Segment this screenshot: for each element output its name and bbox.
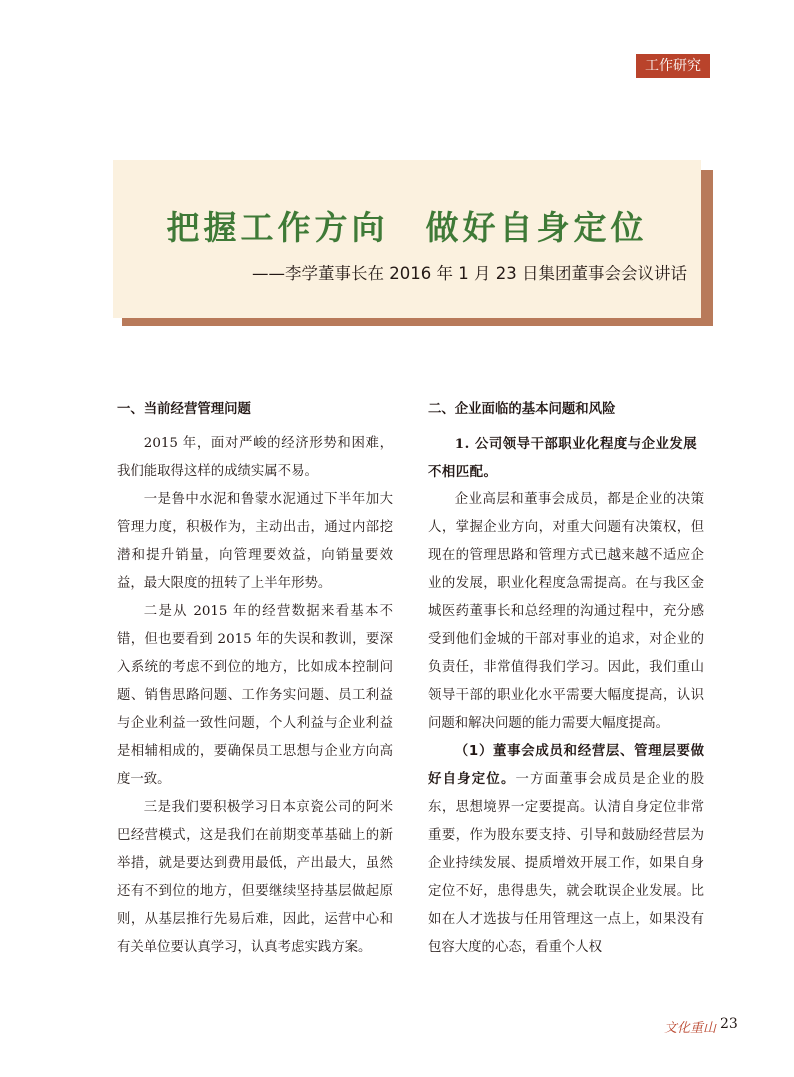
- page-number: 23: [720, 1016, 738, 1032]
- paragraph: 一是鲁中水泥和鲁蒙水泥通过下半年加大管理力度，积极作为，主动出击，通过内部挖潜和提升销量，向管理要效益，向销量要效益，最大限度的扭转了上半年形势。: [117, 492, 393, 591]
- section-heading-2: 二、企业面临的基本问题和风险: [428, 402, 616, 417]
- section-tag: 工作研究: [636, 54, 710, 78]
- paragraph: 二是从 2015 年的经营数据来看基本不错，但也要看到 2015 年的失误和教训，要深入系统的考虑不到位的地方，比如成本控制问题、销售思路问题、工作务实问题、员工利益与企业利益一致性问题，个人利益与企业利益是相辅相成的，要确保员工思想与企业方向高度一致。: [117, 604, 393, 787]
- paragraph: 2015 年，面对严峻的经济形势和困难，我们能取得这样的成绩实属不易。: [117, 436, 393, 479]
- paragraph: 三是我们要积极学习日本京瓷公司的阿米巴经营模式，这是我们在前期变革基础上的新举措，就是要达到费用最低，产出最大，虽然还有不到位的地方，但要继续坚持基层做起原则，从基层推行先易后难，因此，运营中心和有关单位要认真学习，认真考虑实践方案。: [117, 800, 393, 955]
- title-box: [113, 160, 701, 318]
- sub-heading: 1. 公司领导干部职业化程度与企业发展不相匹配。: [428, 436, 698, 480]
- right-column: [428, 396, 704, 962]
- paragraph: [428, 738, 704, 962]
- article-title: 把握工作方向 做好自身定位: [166, 208, 648, 247]
- section-heading-1: 一、当前经营管理问题: [117, 402, 251, 417]
- paragraph: 企业高层和董事会成员，都是企业的决策人，掌握企业方向，对重大问题有决策权，但现在的管理思路和管理方式已越来越不适应企业的发展，职业化程度急需提高。在与我区金城医药董事长和总经理的沟通过程中，充分感受到他们金城的干部对事业的追求，对企业的负责任，非常值得我们学习。因此，我们重山领导干部的职业化水平需要大幅度提高，认识问题和解决问题的能力需要大幅度提高。: [428, 492, 704, 731]
- paragraph-bold-lead: （1）董事会成员和经营层、管理层要做好自身定位。: [428, 744, 704, 787]
- paragraph-text: 一方面董事会成员是企业的股东，思想境界一定要提高。认清自身定位非常重要，作为股东要支持、引导和鼓励经营层为企业持续发展、提质增效开展工作，如果自身定位不好，患得患失，就会耽误企业发展。比如在人才选拔与任用管理这一点上，如果没有包容大度的心态，看重个人权: [428, 772, 705, 955]
- article-subtitle: ——李学董事长在 2016 年 1 月 23 日集团董事会会议讲话: [252, 264, 687, 283]
- magazine-logo: 文化重山: [664, 1021, 717, 1036]
- left-column: [117, 396, 393, 962]
